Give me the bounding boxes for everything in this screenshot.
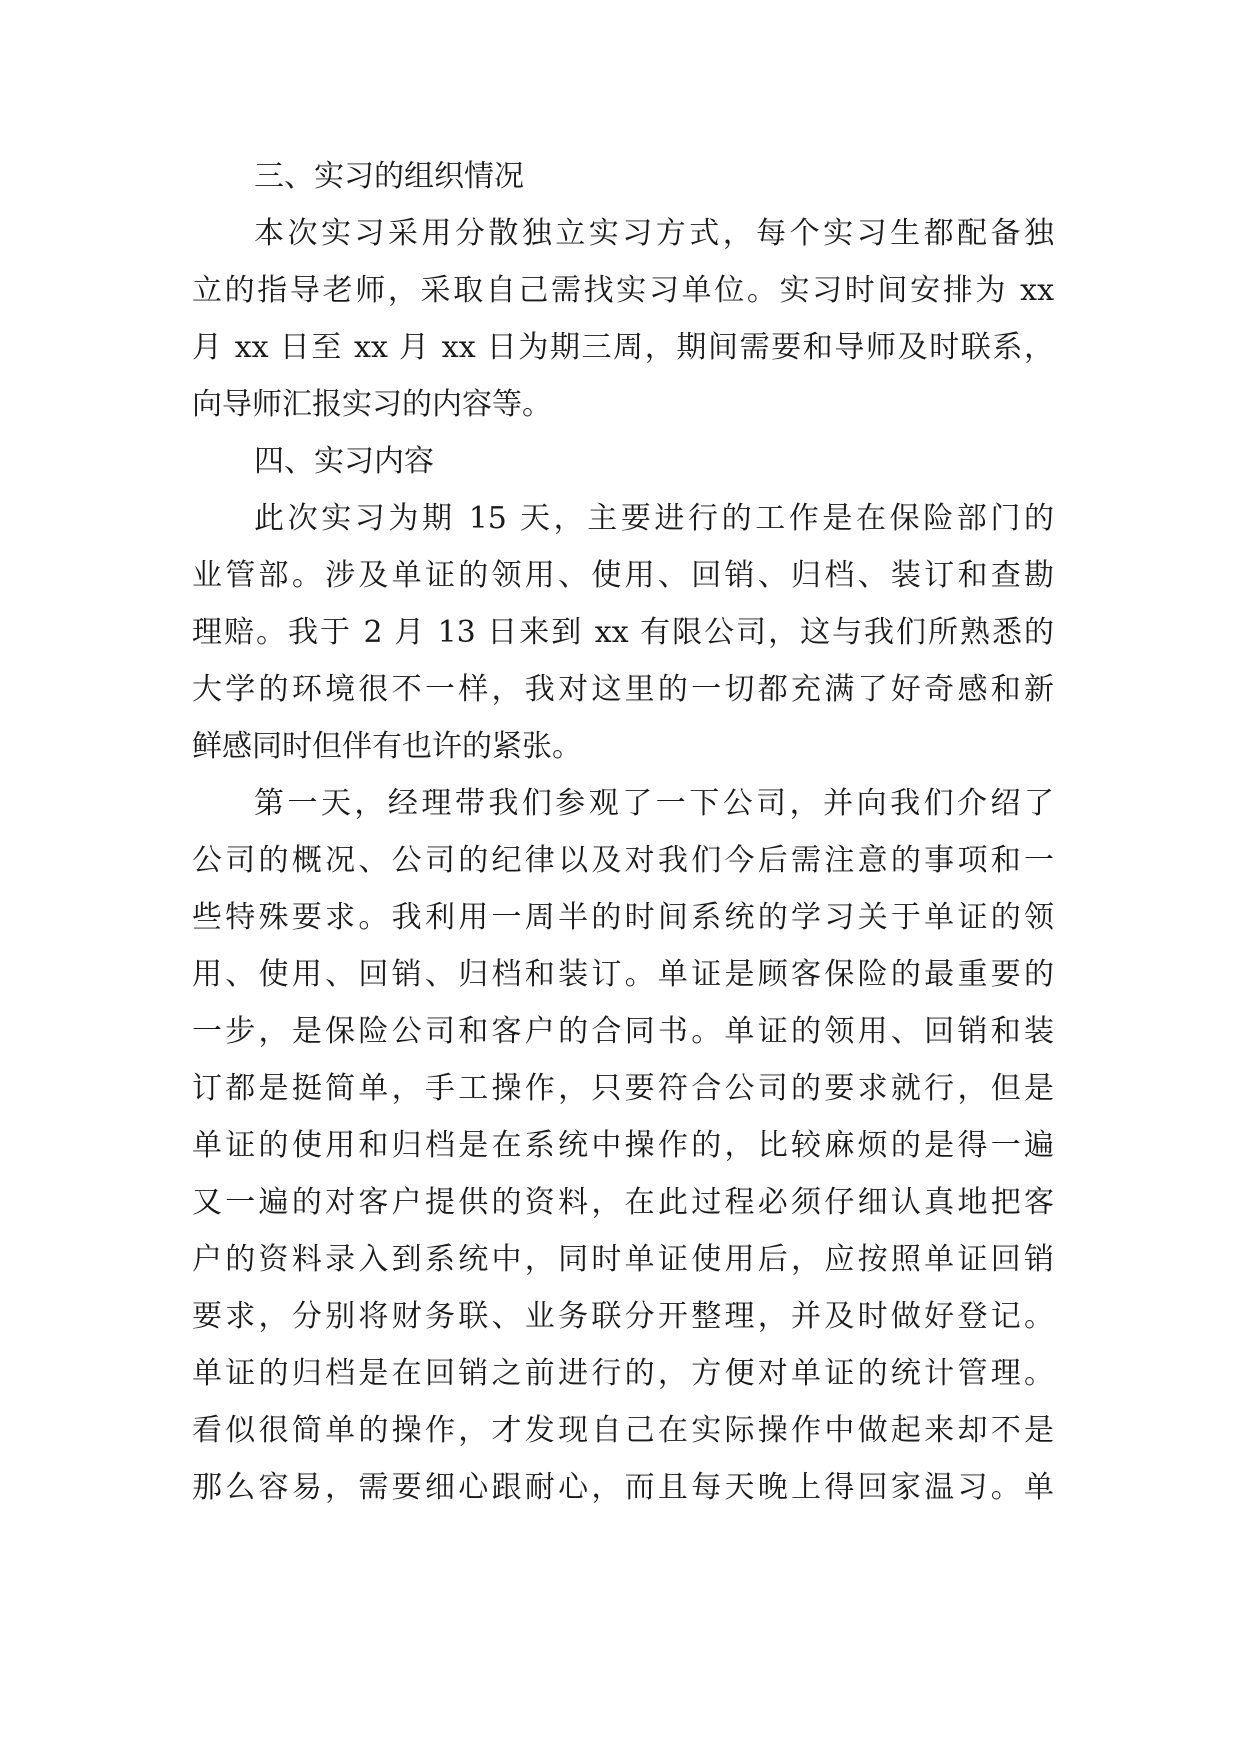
paragraph-line: 第一天，经理带我们参观了一下公司，并向我们介绍了 [254,786,1054,821]
paragraph-line: 一步，是保险公司和客户的合同书。单证的领用、回销和装 [192,1014,1054,1049]
paragraph [192,215,1054,424]
paragraph-line: 订都是挺简单，手工操作，只要符合公司的要求就行，但是 [192,1071,1054,1106]
paragraph-line: 要求，分别将财务联、业务联分开整理，并及时做好登记。 [192,1299,1054,1334]
paragraph-line: 那么容易，需要细心跟耐心，而且每天晚上得回家温习。单 [192,1470,1054,1505]
section-heading: 四、实习内容 [254,444,434,479]
paragraph-line: 理赔。我于 2 月 13 日来到 xx 有限公司，这与我们所熟悉的 [192,615,1054,650]
paragraph [192,500,1054,766]
paragraph-line: 公司的概况、公司的纪律以及对我们今后需注意的事项和一 [192,843,1054,878]
paragraph-line: 单证的使用和归档是在系统中操作的，比较麻烦的是得一遍 [192,1128,1054,1163]
paragraph-line: 立的指导老师，采取自己需找实习单位。实习时间安排为 xx [192,273,1054,308]
paragraph-line: 用、使用、回销、归档和装订。单证是顾客保险的最重要的 [192,957,1054,992]
paragraph-line: 鲜感同时但伴有也许的紧张。 [192,729,582,764]
paragraph-line: 又一遍的对客户提供的资料，在此过程必须仔细认真地把客 [192,1185,1054,1220]
document-body [192,158,1054,1526]
paragraph [192,785,1054,1507]
paragraph-line: 单证的归档是在回销之前进行的，方便对单证的统计管理。 [192,1356,1054,1391]
paragraph-line: 向导师汇报实习的内容等。 [192,387,552,422]
paragraph-line: 业管部。涉及单证的领用、使用、回销、归档、装订和查勘 [192,558,1054,593]
paragraph-line: 月 xx 日至 xx 月 xx 日为期三周，期间需要和导师及时联系， [192,330,1054,365]
paragraph-line: 看似很简单的操作，才发现自己在实际操作中做起来却不是 [192,1413,1054,1448]
paragraph-line: 大学的环境很不一样，我对这里的一切都充满了好奇感和新 [192,672,1054,707]
section-heading: 三、实习的组织情况 [254,159,524,194]
paragraph-line: 此次实习为期 15 天，主要进行的工作是在保险部门的 [254,501,1054,536]
paragraph-line: 些特殊要求。我利用一周半的时间系统的学习关于单证的领 [192,900,1054,935]
paragraph-line: 本次实习采用分散独立实习方式，每个实习生都配备独 [254,216,1054,251]
paragraph-line: 户的资料录入到系统中，同时单证使用后，应按照单证回销 [192,1242,1054,1277]
